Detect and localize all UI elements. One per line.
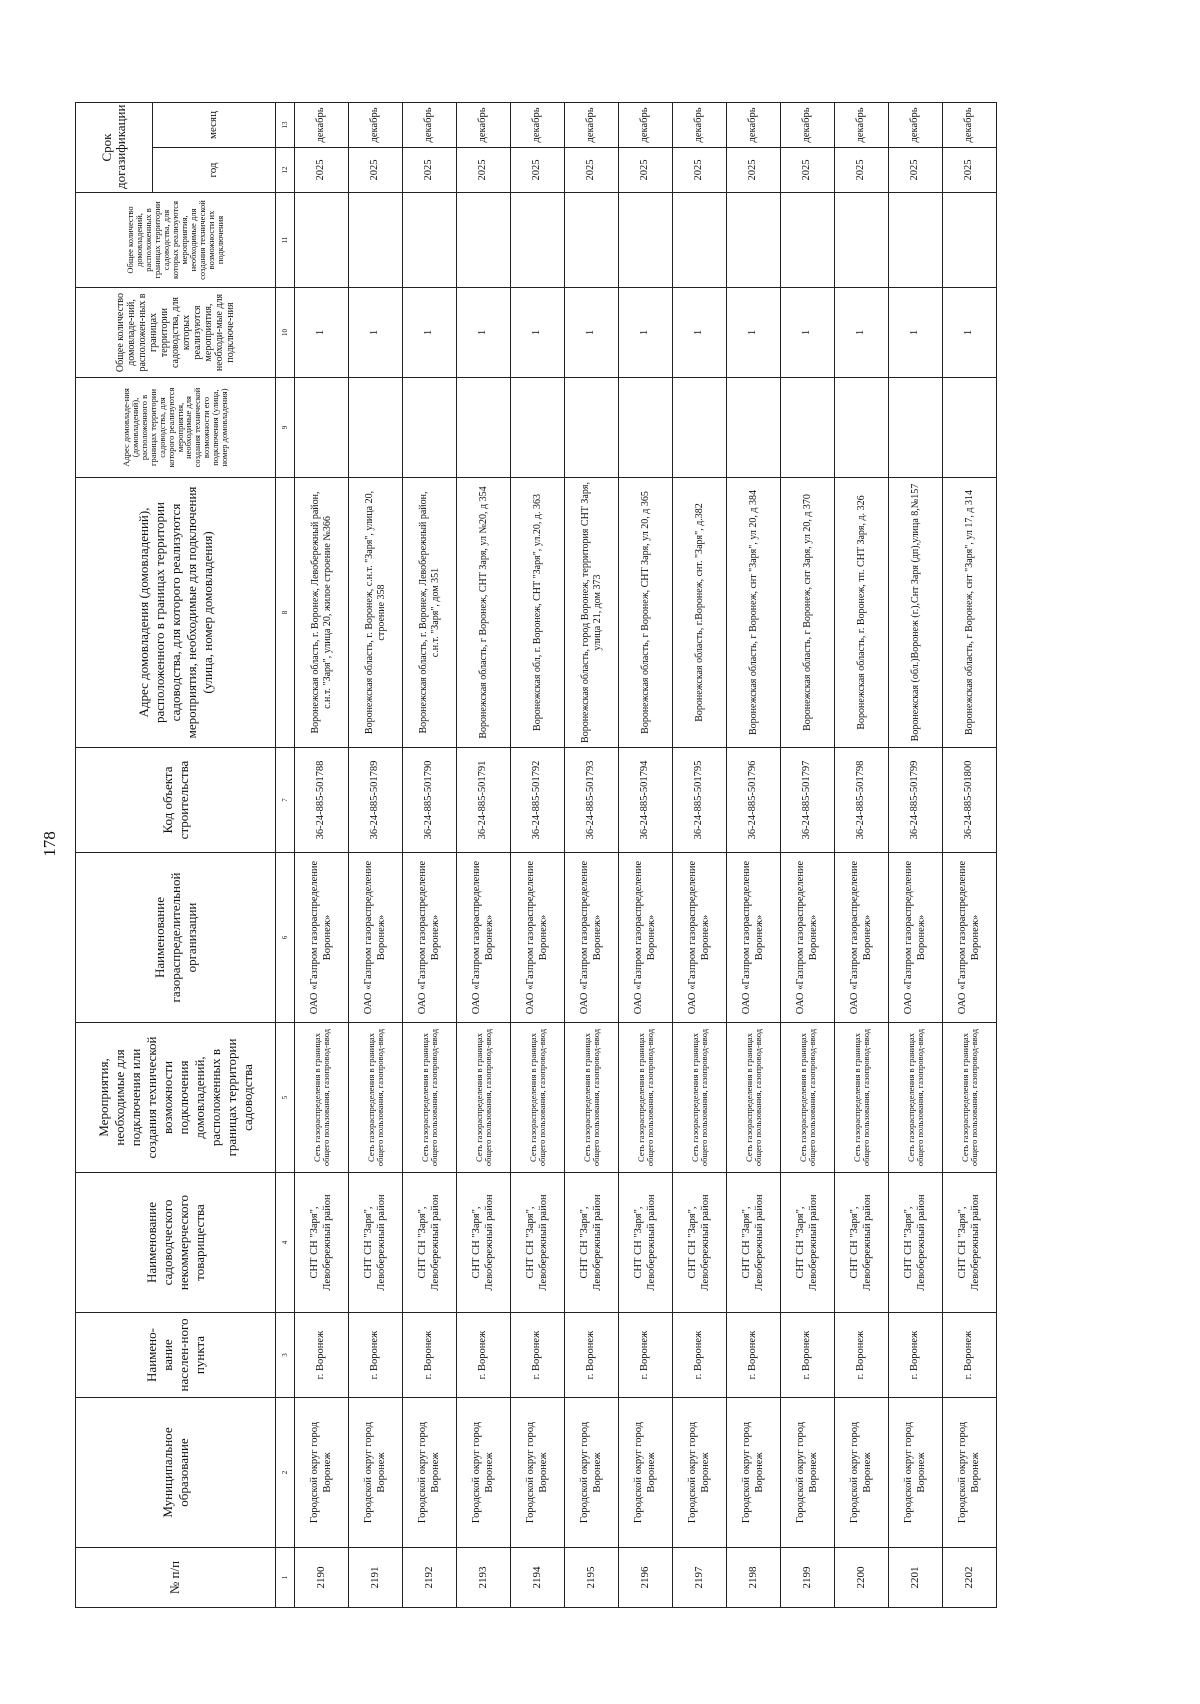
cell-month: декабрь — [943, 103, 997, 148]
cell-event: Сеть газораспределения в границах общего пользования, газопровод-ввод — [349, 1023, 403, 1173]
cell-count: 1 — [511, 288, 565, 378]
cell-snt: СНТ СН "Заря", Левобережный район — [889, 1173, 943, 1313]
cell-count-capability — [943, 193, 997, 288]
cell-number: 2199 — [781, 1548, 835, 1608]
cell-count-capability — [565, 193, 619, 288]
cell-number: 2192 — [403, 1548, 457, 1608]
cell-gas-org: ОАО «Газпром газораспределение Воронеж» — [511, 853, 565, 1023]
table-row — [619, 103, 673, 1608]
header-locality: Наимено-вание населен-ного пункта — [76, 1313, 276, 1398]
header-deadline: Срок догазификации — [76, 103, 153, 193]
cell-object-code: 36-24-885-501795 — [673, 748, 727, 853]
column-number: 6 — [276, 853, 295, 1023]
column-number: 1 — [276, 1548, 295, 1608]
cell-month: декабрь — [349, 103, 403, 148]
cell-count-capability — [781, 193, 835, 288]
cell-snt: СНТ СН "Заря", Левобережный район — [781, 1173, 835, 1313]
table-body — [295, 103, 997, 1608]
cell-locality: г. Воронеж — [511, 1313, 565, 1398]
cell-locality: г. Воронеж — [889, 1313, 943, 1398]
cell-count-capability — [727, 193, 781, 288]
table-row — [835, 103, 889, 1608]
table-row — [457, 103, 511, 1608]
cell-gas-org: ОАО «Газпром газораспределение Воронеж» — [781, 853, 835, 1023]
cell-address-capability — [619, 378, 673, 478]
header-municipality: Муниципальное образование — [76, 1398, 276, 1548]
cell-month: декабрь — [781, 103, 835, 148]
column-number: 12 — [276, 148, 295, 193]
cell-year: 2025 — [673, 148, 727, 193]
rotated-page — [75, 103, 1170, 1608]
cell-number: 2193 — [457, 1548, 511, 1608]
cell-month: декабрь — [673, 103, 727, 148]
header-year: год — [153, 148, 276, 193]
header-month: месяц — [153, 103, 276, 148]
cell-municipality: Городской округ город Воронеж — [889, 1398, 943, 1548]
table-row — [673, 103, 727, 1608]
cell-address-capability — [403, 378, 457, 478]
header-object-code: Код объекта строительства — [76, 748, 276, 853]
cell-number: 2195 — [565, 1548, 619, 1608]
cell-object-code: 36-24-885-501789 — [349, 748, 403, 853]
cell-count: 1 — [565, 288, 619, 378]
cell-snt: СНТ СН "Заря", Левобережный район — [349, 1173, 403, 1313]
cell-month: декабрь — [889, 103, 943, 148]
cell-number: 2202 — [943, 1548, 997, 1608]
cell-event: Сеть газораспределения в границах общего пользования, газопровод-ввод — [511, 1023, 565, 1173]
cell-address: Воронежская область, город Воронеж, территория СНТ Заря, улица 21, дом 373 — [565, 478, 619, 748]
cell-snt: СНТ СН "Заря", Левобережный район — [511, 1173, 565, 1313]
cell-count-capability — [619, 193, 673, 288]
cell-address: Воронежская область, г Воронеж, СНТ Заря, ул 20, д 365 — [619, 478, 673, 748]
cell-locality: г. Воронеж — [295, 1313, 349, 1398]
cell-year: 2025 — [565, 148, 619, 193]
cell-month: декабрь — [457, 103, 511, 148]
cell-address-capability — [781, 378, 835, 478]
cell-locality: г. Воронеж — [835, 1313, 889, 1398]
cell-count-capability — [511, 193, 565, 288]
cell-snt: СНТ СН "Заря", Левобережный район — [295, 1173, 349, 1313]
cell-object-code: 36-24-885-501800 — [943, 748, 997, 853]
cell-count: 1 — [295, 288, 349, 378]
cell-count: 1 — [889, 288, 943, 378]
cell-event: Сеть газораспределения в границах общего пользования, газопровод-ввод — [565, 1023, 619, 1173]
cell-snt: СНТ СН "Заря", Левобережный район — [943, 1173, 997, 1313]
gasification-table — [75, 102, 997, 1608]
cell-address: Воронежская область, г. Воронеж, Левобережный район, с.н.т. "Заря", дом 351 — [403, 478, 457, 748]
cell-month: декабрь — [511, 103, 565, 148]
cell-event: Сеть газораспределения в границах общего пользования, газопровод-ввод — [727, 1023, 781, 1173]
column-number: 4 — [276, 1173, 295, 1313]
cell-address-capability — [835, 378, 889, 478]
header-events: Мероприятия, необходимые для подключения или создания технической возможности подключения домовладений, расположенных в границах территории садоводства — [76, 1023, 276, 1173]
cell-address: Воронежская область, г Воронеж, снт "Заря", ул 17, д 314 — [943, 478, 997, 748]
table-row — [943, 103, 997, 1608]
cell-object-code: 36-24-885-501788 — [295, 748, 349, 853]
cell-number: 2194 — [511, 1548, 565, 1608]
cell-gas-org: ОАО «Газпром газораспределение Воронеж» — [943, 853, 997, 1023]
cell-year: 2025 — [943, 148, 997, 193]
cell-municipality: Городской округ город Воронеж — [781, 1398, 835, 1548]
table-row — [295, 103, 349, 1608]
cell-locality: г. Воронеж — [943, 1313, 997, 1398]
cell-municipality: Городской округ город Воронеж — [295, 1398, 349, 1548]
cell-municipality: Городской округ город Воронеж — [511, 1398, 565, 1548]
cell-locality: г. Воронеж — [403, 1313, 457, 1398]
cell-count-capability — [835, 193, 889, 288]
cell-count: 1 — [781, 288, 835, 378]
cell-event: Сеть газораспределения в границах общего пользования, газопровод-ввод — [835, 1023, 889, 1173]
cell-address: Воронежская область, г Воронеж, снт Заря, ул 20, д 370 — [781, 478, 835, 748]
cell-count: 1 — [457, 288, 511, 378]
cell-gas-org: ОАО «Газпром газораспределение Воронеж» — [349, 853, 403, 1023]
cell-gas-org: ОАО «Газпром газораспределение Воронеж» — [889, 853, 943, 1023]
cell-object-code: 36-24-885-501794 — [619, 748, 673, 853]
cell-gas-org: ОАО «Газпром газораспределение Воронеж» — [403, 853, 457, 1023]
header-gas-org: Наименование газораспределительной организации — [76, 853, 276, 1023]
cell-count-capability — [457, 193, 511, 288]
cell-address-capability — [295, 378, 349, 478]
cell-number: 2196 — [619, 1548, 673, 1608]
cell-number: 2191 — [349, 1548, 403, 1608]
cell-locality: г. Воронеж — [673, 1313, 727, 1398]
cell-snt: СНТ СН "Заря", Левобережный район — [619, 1173, 673, 1313]
table-row — [349, 103, 403, 1608]
column-number: 3 — [276, 1313, 295, 1398]
cell-municipality: Городской округ город Воронеж — [943, 1398, 997, 1548]
cell-object-code: 36-24-885-501792 — [511, 748, 565, 853]
cell-count-capability — [349, 193, 403, 288]
header-number: № п/п — [76, 1548, 276, 1608]
cell-address: Воронежская (обл.)Воронеж (г.),Снт Заря (дп),улица 8,№157 — [889, 478, 943, 748]
cell-snt: СНТ СН "Заря", Левобережный район — [835, 1173, 889, 1313]
cell-event: Сеть газораспределения в границах общего пользования, газопровод-ввод — [295, 1023, 349, 1173]
cell-address: Воронежская область, г Воронеж, СНТ Заря, ул №20, д 354 — [457, 478, 511, 748]
cell-object-code: 36-24-885-501791 — [457, 748, 511, 853]
cell-event: Сеть газораспределения в границах общего пользования, газопровод-ввод — [673, 1023, 727, 1173]
cell-address: Воронежская область, г Воронеж, снт "Заря", ул 20, д 384 — [727, 478, 781, 748]
cell-snt: СНТ СН "Заря", Левобережный район — [457, 1173, 511, 1313]
cell-object-code: 36-24-885-501790 — [403, 748, 457, 853]
cell-month: декабрь — [835, 103, 889, 148]
cell-month: декабрь — [727, 103, 781, 148]
cell-event: Сеть газораспределения в границах общего пользования, газопровод-ввод — [457, 1023, 511, 1173]
table-row — [403, 103, 457, 1608]
cell-municipality: Городской округ город Воронеж — [619, 1398, 673, 1548]
cell-object-code: 36-24-885-501798 — [835, 748, 889, 853]
column-number: 9 — [276, 378, 295, 478]
cell-year: 2025 — [835, 148, 889, 193]
cell-gas-org: ОАО «Газпром газораспределение Воронеж» — [673, 853, 727, 1023]
column-number: 13 — [276, 103, 295, 148]
cell-month: декабрь — [565, 103, 619, 148]
cell-year: 2025 — [511, 148, 565, 193]
header-address-capability: Адрес домовладе-ния (домовладений), расположенного в границах территории садоводства, для которого реализуются мероприятия, необходимые для создания технической возможности его подключения (улица, номер домовладения) — [76, 378, 276, 478]
cell-number: 2190 — [295, 1548, 349, 1608]
cell-object-code: 36-24-885-501793 — [565, 748, 619, 853]
cell-gas-org: ОАО «Газпром газораспределение Воронеж» — [565, 853, 619, 1023]
table-row — [781, 103, 835, 1608]
column-number: 11 — [276, 193, 295, 288]
cell-snt: СНТ СН "Заря", Левобережный район — [727, 1173, 781, 1313]
cell-locality: г. Воронеж — [781, 1313, 835, 1398]
header-snt: Наименование садоводческого некоммерческого товарищества — [76, 1173, 276, 1313]
cell-address-capability — [727, 378, 781, 478]
cell-month: декабрь — [295, 103, 349, 148]
cell-number: 2198 — [727, 1548, 781, 1608]
cell-count-capability — [889, 193, 943, 288]
cell-address-capability — [349, 378, 403, 478]
cell-locality: г. Воронеж — [727, 1313, 781, 1398]
table-row — [565, 103, 619, 1608]
cell-month: декабрь — [403, 103, 457, 148]
cell-snt: СНТ СН "Заря", Левобережный район — [673, 1173, 727, 1313]
cell-count: 1 — [619, 288, 673, 378]
cell-address-capability — [511, 378, 565, 478]
cell-municipality: Городской округ город Воронеж — [673, 1398, 727, 1548]
cell-year: 2025 — [781, 148, 835, 193]
cell-count-capability — [403, 193, 457, 288]
table-row — [511, 103, 565, 1608]
cell-number: 2197 — [673, 1548, 727, 1608]
cell-gas-org: ОАО «Газпром газораспределение Воронеж» — [835, 853, 889, 1023]
cell-gas-org: ОАО «Газпром газораспределение Воронеж» — [457, 853, 511, 1023]
header-count-connection: Общее количество домовладе-ний, расположен-ных в границах территории садоводства, для которых реализуются мероприятия, необходи-мые для подключе-ния — [76, 288, 276, 378]
cell-address-capability — [673, 378, 727, 478]
cell-locality: г. Воронеж — [565, 1313, 619, 1398]
cell-object-code: 36-24-885-501796 — [727, 748, 781, 853]
cell-year: 2025 — [457, 148, 511, 193]
table-row — [889, 103, 943, 1608]
cell-locality: г. Воронеж — [349, 1313, 403, 1398]
cell-address: Воронежская область, г. Воронеж, тп. СНТ Заря, д. 326 — [835, 478, 889, 748]
cell-address-capability — [889, 378, 943, 478]
header-address-connection: Адрес домовладения (домовладений), расположенного в границах территории садоводства, для которого реализуются мероприятия, необходимые для подключения (улица, номер домовладения) — [76, 478, 276, 748]
cell-number: 2200 — [835, 1548, 889, 1608]
page-number: 178 — [40, 831, 59, 857]
cell-address: Воронежская область, г. Воронеж, с.н.т. "Заря", улица 20, строение 358 — [349, 478, 403, 748]
cell-count: 1 — [727, 288, 781, 378]
cell-count-capability — [673, 193, 727, 288]
header-count-capability: Общее количество домовладений, расположенных в границах территории садоводства, для которых реализуются мероприятия, необходимые для создания технической возможности их подключения — [76, 193, 276, 288]
cell-locality: г. Воронеж — [619, 1313, 673, 1398]
cell-municipality: Городской округ город Воронеж — [565, 1398, 619, 1548]
cell-event: Сеть газораспределения в границах общего пользования, газопровод-ввод — [781, 1023, 835, 1173]
cell-gas-org: ОАО «Газпром газораспределение Воронеж» — [727, 853, 781, 1023]
cell-count: 1 — [943, 288, 997, 378]
table-row — [727, 103, 781, 1608]
column-number: 7 — [276, 748, 295, 853]
cell-address: Воронежская область, г. Воронеж, Левобережный район, с.н.т. "Заря", улица 20, жилое строение №366 — [295, 478, 349, 748]
cell-event: Сеть газораспределения в границах общего пользования, газопровод-ввод — [943, 1023, 997, 1173]
cell-municipality: Городской округ город Воронеж — [349, 1398, 403, 1548]
cell-year: 2025 — [295, 148, 349, 193]
cell-event: Сеть газораспределения в границах общего пользования, газопровод-ввод — [403, 1023, 457, 1173]
cell-object-code: 36-24-885-501797 — [781, 748, 835, 853]
cell-object-code: 36-24-885-501799 — [889, 748, 943, 853]
cell-address: Воронежская область, г.Воронеж, снт. "Заря", д.382 — [673, 478, 727, 748]
column-number: 8 — [276, 478, 295, 748]
cell-year: 2025 — [727, 148, 781, 193]
cell-count: 1 — [349, 288, 403, 378]
cell-address-capability — [457, 378, 511, 478]
cell-gas-org: ОАО «Газпром газораспределение Воронеж» — [619, 853, 673, 1023]
cell-year: 2025 — [889, 148, 943, 193]
cell-locality: г. Воронеж — [457, 1313, 511, 1398]
cell-count: 1 — [403, 288, 457, 378]
cell-snt: СНТ СН "Заря", Левобережный район — [565, 1173, 619, 1313]
column-number: 2 — [276, 1398, 295, 1548]
cell-event: Сеть газораспределения в границах общего пользования, газопровод-ввод — [889, 1023, 943, 1173]
cell-address-capability — [565, 378, 619, 478]
cell-count: 1 — [835, 288, 889, 378]
cell-count-capability — [295, 193, 349, 288]
cell-gas-org: ОАО «Газпром газораспределение Воронеж» — [295, 853, 349, 1023]
cell-count: 1 — [673, 288, 727, 378]
cell-year: 2025 — [349, 148, 403, 193]
cell-snt: СНТ СН "Заря", Левобережный район — [403, 1173, 457, 1313]
cell-address-capability — [943, 378, 997, 478]
cell-municipality: Городской округ город Воронеж — [403, 1398, 457, 1548]
cell-event: Сеть газораспределения в границах общего пользования, газопровод-ввод — [619, 1023, 673, 1173]
cell-address: Воронежская обл, г. Воронеж, СНТ "Заря", ул.20, д. 363 — [511, 478, 565, 748]
cell-municipality: Городской округ город Воронеж — [457, 1398, 511, 1548]
cell-year: 2025 — [403, 148, 457, 193]
cell-municipality: Городской округ город Воронеж — [835, 1398, 889, 1548]
cell-month: декабрь — [619, 103, 673, 148]
cell-municipality: Городской округ город Воронеж — [727, 1398, 781, 1548]
column-number: 10 — [276, 288, 295, 378]
column-number: 5 — [276, 1023, 295, 1173]
cell-number: 2201 — [889, 1548, 943, 1608]
cell-year: 2025 — [619, 148, 673, 193]
